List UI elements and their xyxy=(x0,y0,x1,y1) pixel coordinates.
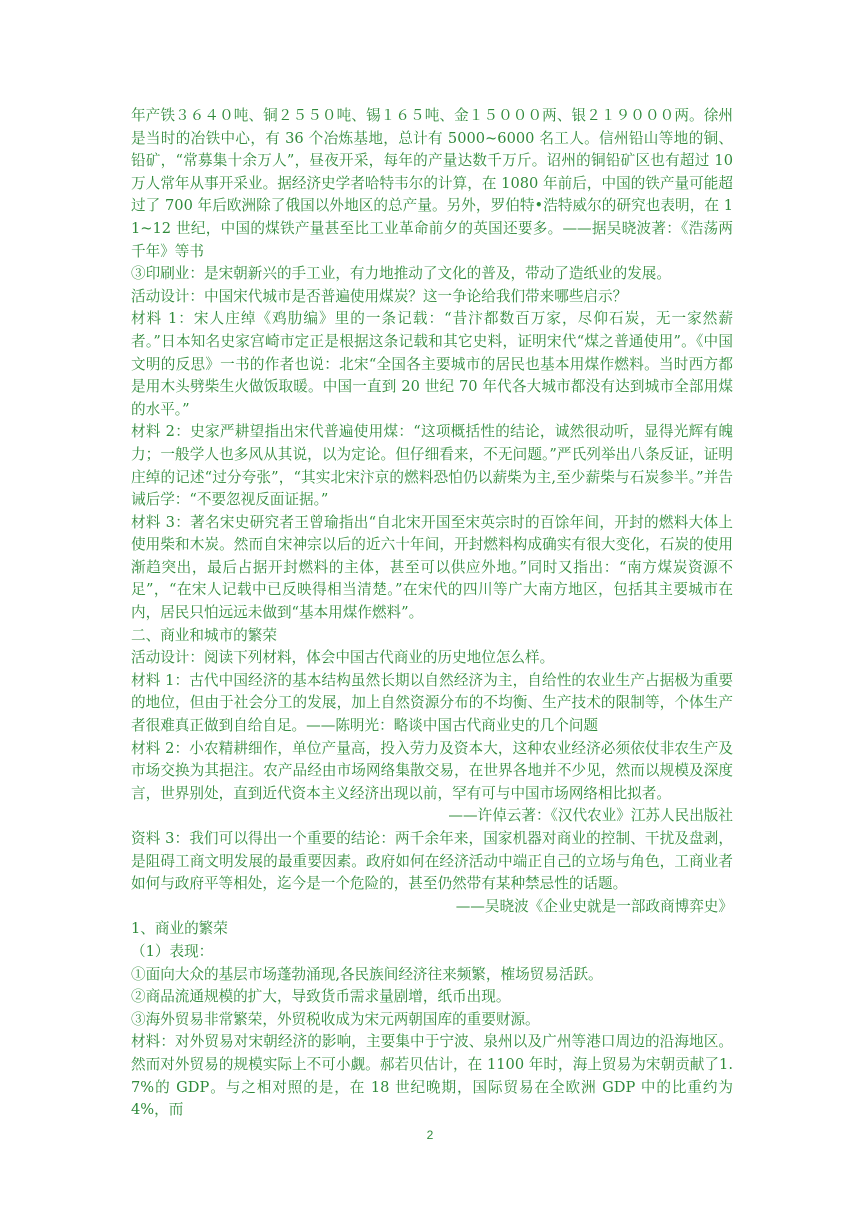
citation-wu-xiaobo: ——吴晓波《企业史就是一部政商博弈史》 xyxy=(455,897,733,915)
citation-xu-zhuoyun: ——许倬云著：《汉代农业》江苏人民出版社 xyxy=(448,807,733,825)
page-body xyxy=(131,105,733,1122)
paragraph-material-1: 材料 1：宋人庄绰《鸡肋编》里的一条记载：“昔汴都数百万家，尽仰石炭，无一家然薪者。”日本知名史家宫崎市定正是根据这条记载和其它史料，证明宋代“煤之普通使用”。《中国文明的反思》一书的作者也说：北宋“全国各主要城市的居民也基本用煤作燃料。当时西方都是用木头劈柴生火做饭取暖。中国一直到 20 世纪 70 年代各大城市都没有达到城市全部用煤的水平。” xyxy=(131,310,733,418)
paragraph-metal-output: 年产铁３６４０吨、铜２５５０吨、锡１６５吨、金１５０００两、银２１９０００两。徐州是当时的冶铁中心，有 36 个冶炼基地，总计有 5000~6000 名工人。信州铅山等地的铜、铅矿，“常募集十余万人”，昼夜开采，每年的产量达数千万斤。诏州的铜铅矿区也有超过 10 万人常年从事开采业。据经济史学者哈特韦尔的计算，在 1080 年前后，中国的铁产量可能超过了 700 年后欧洲除了俄国以外地区的总产量。另外，罗伯特•浩特威尔的研究也表明，在 11~12 世纪，中国的煤铁产量甚至比工业革命前夕的英国还要多。——据吴晓波著：《浩荡两千年》等书 xyxy=(131,107,733,260)
list-item-paper-money: ②商品流通规模的扩大，导致货币需求量剧增，纸币出现。 xyxy=(131,988,511,1006)
list-item-markets: ①面向大众的基层市场蓬勃涌现,各民族间经济往来频繁，榷场贸易活跃。 xyxy=(131,965,603,983)
subheading-commerce-prosperity: 1、商业的繁荣 xyxy=(131,920,228,938)
paragraph-material-3: 材料 3：著名宋史研究者王曾瑜指出“自北宋开国至宋英宗时的百馀年间，开封的燃料大体上使用柴和木炭。然而自宋神宗以后的近六十年间，开封燃料构成确实有很大变化，石炭的使用渐趋突出，最后占据开封燃料的主体，甚至可以供应外地。”同时又指出：“南方煤炭资源不足”，“在宋人记载中已反映得相当清楚。”在宋代的四川等广大南方地区，包括其主要城市在内，居民只怕远远未做到“基本用煤作燃料”。 xyxy=(131,513,733,622)
paragraph-printing: ③印刷业：是宋朝新兴的手工业，有力地推动了文化的普及，带动了造纸业的发展。 xyxy=(131,265,671,283)
subheading-manifestation: （1）表现： xyxy=(131,942,214,960)
paragraph-commerce-material-3: 资料 3：我们可以得出一个重要的结论：两千余年来，国家机器对商业的控制、干扰及盘剥，是阻碍工商文明发展的最重要因素。政府如何在经济活动中端正自己的立场与角色，工商业者如何与政府平等相处，迄今是一个危险的，甚至仍然带有某种禁忌性的话题。 xyxy=(131,830,733,893)
paragraph-activity-coal: 活动设计：中国宋代城市是否普遍使用煤炭？这一争论给我们带来哪些启示？ xyxy=(131,287,628,305)
section-heading-commerce: 二、商业和城市的繁荣 xyxy=(131,626,277,644)
paragraph-commerce-material-2: 材料 2：小农精耕细作，单位产量高，投入劳力及资本大，这种农业经济必须依仗非农生产及市场交换为其挹注。农产品经由市场网络集散交易，在世界各地并不少见，然而以规模及深度言，世界别处，直到近代资本主义经济出现以前，罕有可与中国市场网络相比拟者。 xyxy=(131,739,733,802)
paragraph-commerce-material-1: 材料 1：古代中国经济的基本结构虽然长期以自然经济为主，自给性的农业生产占据极为重要的地位，但由于社会分工的发展，加上自然资源分布的不均衡、生产技术的限制等，个体生产者很难真正做到自给自足。——陈明光：略谈中国古代商业史的几个问题 xyxy=(131,671,733,735)
list-item-overseas-trade: ③海外贸易非常繁荣，外贸税收成为宋元两朝国库的重要财源。 xyxy=(131,1010,540,1028)
page-number: 2 xyxy=(426,1128,434,1142)
paragraph-foreign-trade-material: 材料：对外贸易对宋朝经济的影响，主要集中于宁波、泉州以及广州等港口周边的沿海地区。然而对外贸易的规模实际上不可小觑。郝若贝估计，在 1100 年时，海上贸易为宋朝贡献了1.7%的 GDP。与之相对照的是，在 18 世纪晚期，国际贸易在全欧洲 GDP 中的比重约为 4%，而 xyxy=(131,1033,733,1119)
paragraph-activity-commerce: 活动设计：阅读下列材料，体会中国古代商业的历史地位怎么样。 xyxy=(131,649,555,667)
paragraph-material-2: 材料 2：史家严耕望指出宋代普遍使用煤：“这项概括性的结论，诚然很动听，显得光辉有魄力；一般学人也多风从其说，以为定论。但仔细看来，不无问题。”严氏列举出八条反证，证明庄绰的记述“过分夸张”，“其实北宋汴京的燃料恐怕仍以薪柴为主,至少薪柴与石炭参半。”并告诫后学：“不要忽视反面证据。” xyxy=(131,423,733,509)
